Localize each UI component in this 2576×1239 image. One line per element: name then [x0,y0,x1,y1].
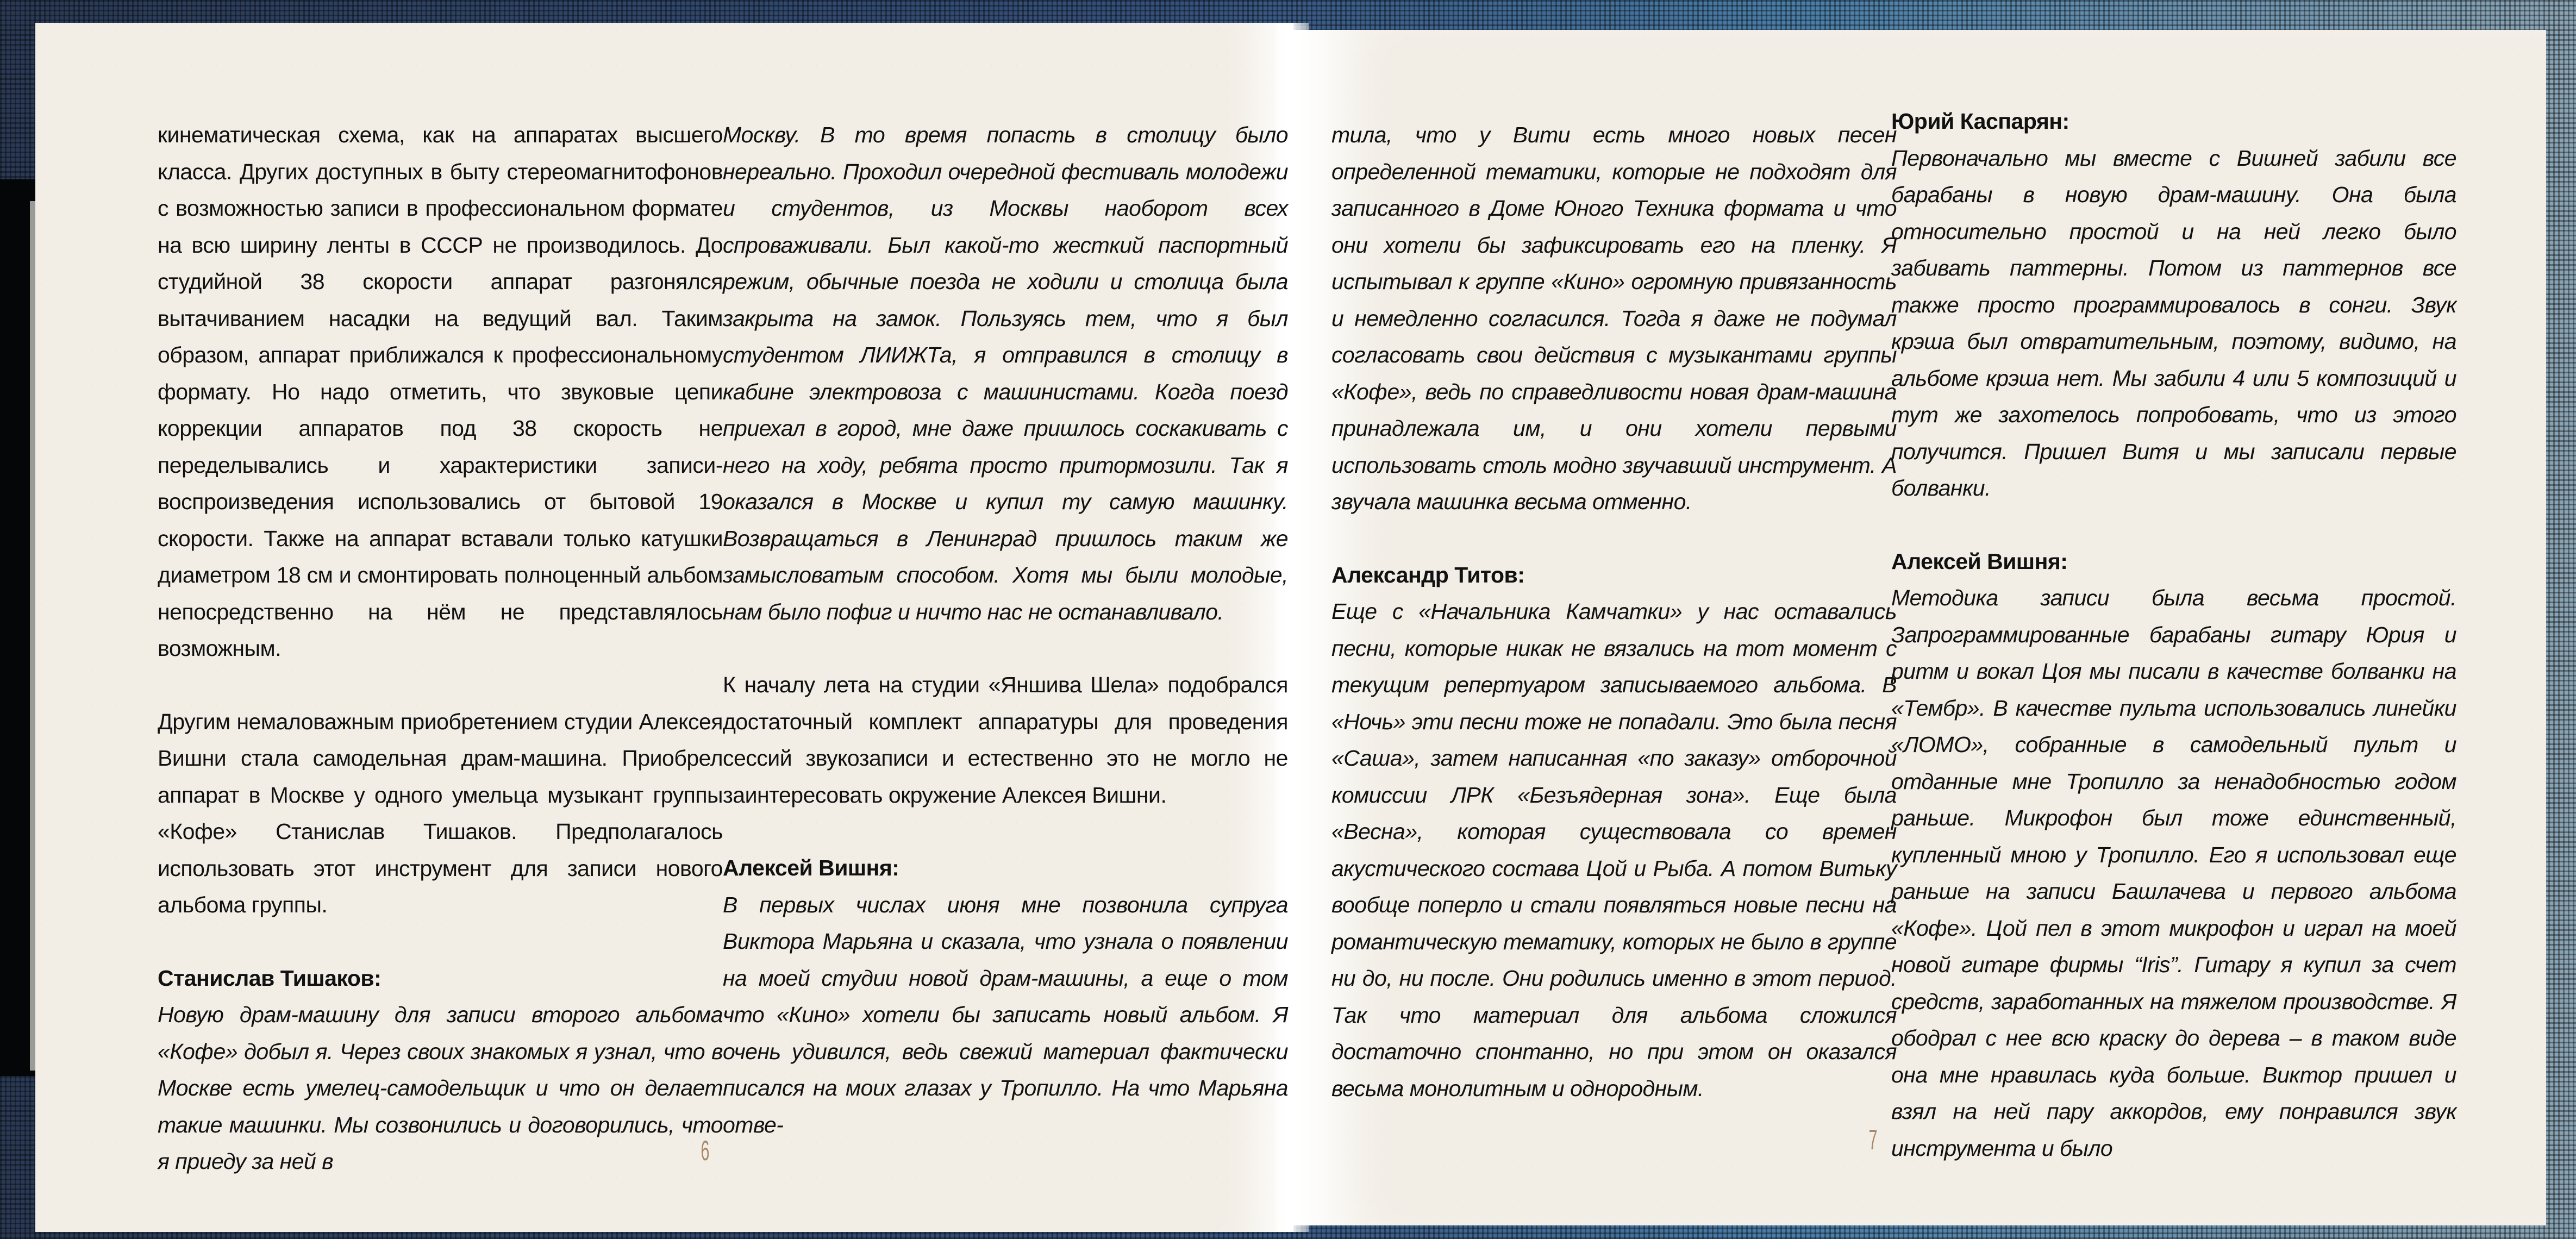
speaker-quote: Методика записи была весьма простой. Запрограммированные барабаны гитару Юрия и ритм и вокал Цоя мы писали в качестве болванки на «Тембр». В качестве пульта использовались линейки «ЛОМО», собранные в самодельный пульт и отданные мне Тропилло за ненадобностью годом раньше. Микрофон был тоже единственный, купленный мною у Тропилло. Его я использовал еще раньше на записи Башлачева и первого альбома «Кофе». Цой пел в этот микрофон и играл на моей новой гитаре фирмы “Iris”. Гитару я купил за счет средств, заработанных на тяжелом производстве. Я ободрал с нее всю краску до дерева – в таком виде она мне нравилась куда больше. Виктор пришел и взял на ней пару аккордов, ему понравился звук инструмента и было [1891,585,2456,1161]
speaker-quote: Новую драм-машину для записи второго альбома «Кофе» добыл я. Через своих знакомых я узнал, что в Москве есть умелец-самодельщик и что он делает такие машинки. Мы созвонились и договорились, что я приеду за ней в [158,1002,723,1174]
interview-block [723,117,1288,630]
speaker-quote: Москву. В то время попасть в столицу было нереально. Проходил очередной фестиваль молодежи и студентов, из Москвы наоборот всех спроваживали. Был какой-то жесткий паспортный режим, обычные поезда не ходили и столица была закрыта на замок. Пользуясь тем, что я был студентом ЛИИЖТа, я отправился в столицу в кабине электровоза с машинистами. Когда поезд приехал в город, мне даже пришлось соскакивать с него на ходу, ребята просто притормозили. Так я оказался в Москве и купил ту самую машинку. Возвращаться в Ленинград пришлось таким же замысловатым способом. Хотя мы были молодые, нам было пофиг и ничто нас не останавливало. [723,122,1288,624]
speaker-quote: Первоначально мы вместе с Вишней забили все барабаны в новую драм-машину. Она была относительно простой и на ней легко было забивать паттерны. Потом из паттернов все также просто программировалось в сонги. Звук крэша был отвратительным, поэтому, видимо, на альбоме крэша нет. Мы забили 4 или 5 композиций и тут же захотелось попробовать, что из этого получится. Пришел Витя и мы записали первые болванки. [1891,145,2456,500]
paragraph: кинематическая схема, как на аппаратах высшего класса. Других доступных в быту стереомагнитофонов с возможностью записи в профессиональном формате на всю ширину ленты в СССР не производилось. До студийной 38 скорости аппарат разгонялся вытачиванием насадки на ведущий вал. Таким образом, аппарат приближался к профессиональному формату. Но надо отметить, что звуковые цепи коррекции аппаратов под 38 скорость не переделывались и характеристики записи-воспроизведения использовались от бытовой 19 скорости. Также на аппарат вставали только катушки диаметром 18 см и смонтировать полноценный альбом непосредственно на нём не представлялось возможным. [158,122,723,661]
interview-block [1331,117,1897,521]
page-number-right: 7 [1868,1124,1878,1156]
speaker-quote: Еще с «Начальника Камчатки» у нас оставались песни, которые никак не вязались на тот момент с текущим репертуаром записываемого альбома. В «Ночь» эти песни тоже не попадали. Это была песня «Саша», затем написанная «по заказу» отборочной комиссии ЛРК «Безъядерная зона». Еще была «Весна», которая существовала со времен акустического состава Цой и Рыба. А потом Витьку вообще поперло и стали появляться новые песни на романтическую тематику, которых не было в группе ни до, ни после. Они родились именно в этот период. Так что материал для альбома сложился достаточно спонтанно, но при этом он оказался весьма монолитным и однородным. [1331,599,1897,1101]
interview-block [1331,557,1897,1107]
paragraph: Другим немаловажным приобретением студии Алексея Вишни стала самодельная драм-машина. Приобрел аппарат в Москве у одного умельца музыкант группы «Кофе» Станислав Тишаков. Предполагалось использовать этот инструмент для записи нового альбома группы. [158,709,723,917]
speaker-quote: тила, что у Вити есть много новых песен определенной тематики, которые не подходят для записанного в Доме Юного Техника формата и что они хотели бы зафиксировать его на пленку. Я испытывал к группе «Кино» огромную привязанность и немедленно согласился. Тогда я даже не подумал согласовать свои действия с музыкантами группы «Кофе», ведь по справедливости новая драм-машина принадлежала им, и они хотели первыми использовать столь модно звучавший инструмент. А звучала машинка весьма отменно. [1331,122,1897,514]
speaker-name: Алексей Вишня: [1891,548,2068,574]
speaker-quote: В первых числах июня мне позвонила супруга Виктора Марьяна и сказала, что узнала о появлении на моей студии новой драм-машины, а еще о том что «Кино» хотели бы записать новый альбом. Я очень удивился, ведь свежий материал фактически писался на моих глазах у Тропилло. На что Марьяна отве- [723,892,1288,1137]
interview-block [723,850,1288,1143]
speaker-name: Александр Титов: [1331,562,1525,587]
interview-block [158,960,723,1180]
speaker-name: Юрий Каспарян: [1891,109,2069,134]
speaker-name: Алексей Вишня: [723,855,899,880]
interview-block [1891,103,2456,507]
interview-block [1891,543,2456,1167]
paragraph: К началу лета на студии «Яншива Шела» подобрался достаточный комплект аппаратуры для проведения сессий звукозаписи и естественно это не могло не заинтересовать окружение Алексея Вишни. [723,672,1288,808]
left-page-column-1 [158,117,723,1180]
speaker-name: Станислав Тишаков: [158,965,382,991]
page-number-left: 6 [701,1135,710,1167]
left-page-column-2 [723,117,1288,1143]
right-page-column-2 [1891,103,2456,1167]
right-page-column-1 [1331,117,1897,1107]
